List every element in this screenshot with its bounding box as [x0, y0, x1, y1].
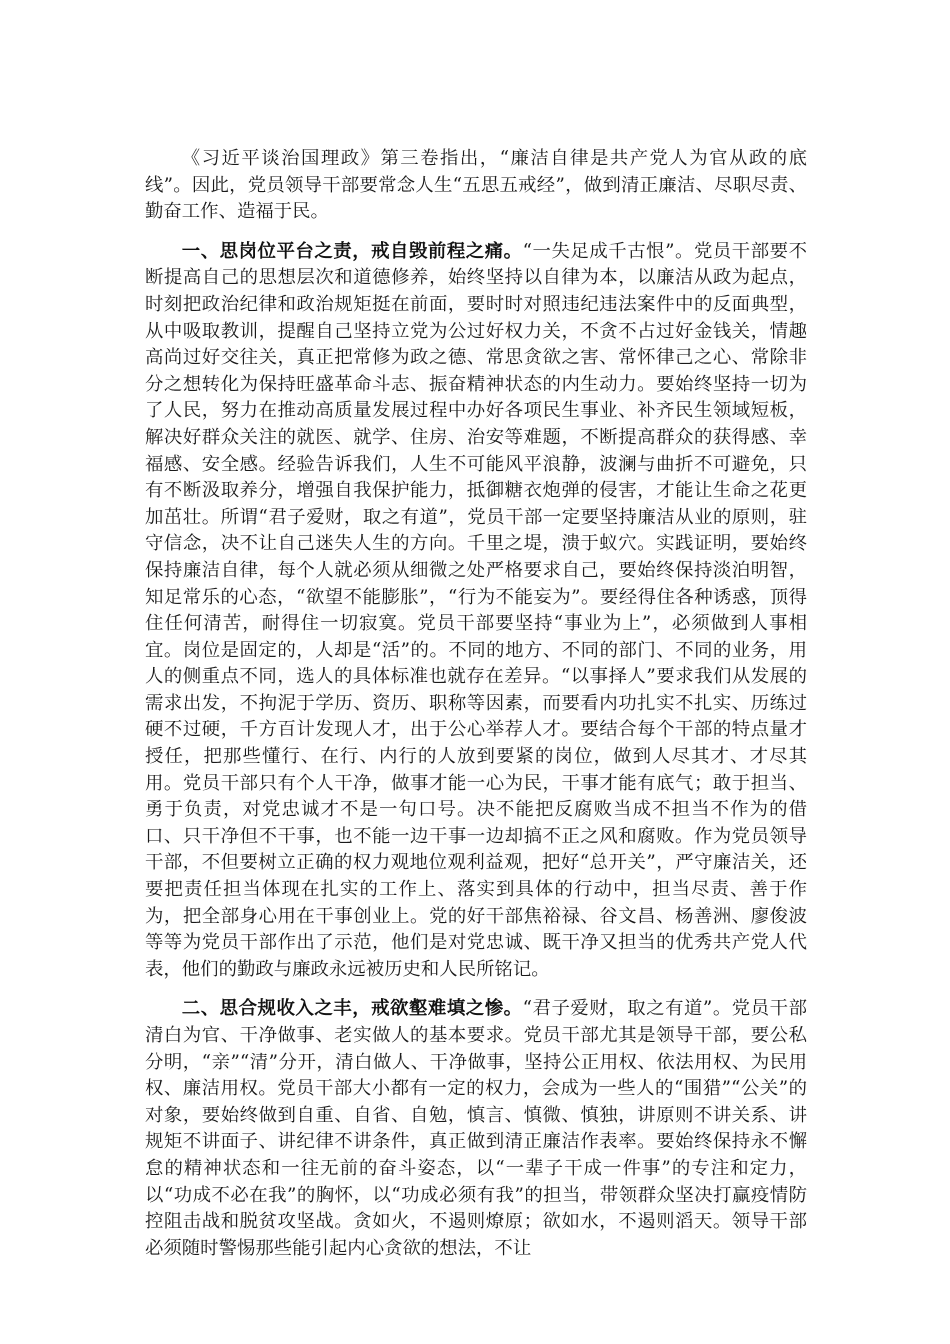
- section-2-paragraph: [145, 996, 807, 1262]
- section-2-heading: 二、思合规收入之丰，戒欲壑难填之惨。: [181, 998, 523, 1020]
- section-1-paragraph: [145, 239, 807, 984]
- section-1-body: “一失足成千古恨”。党员干部要不断提高自己的思想层次和道德修养，始终坚持以自律为本，以廉洁从政为起点，时刻把政治纪律和政治规矩挺在前面，要时时对照违纪违法案件中的反面典型，从中吸取教训，提醒自己坚持立党为公过好权力关，不贪不占过好金钱关，情趣高尚过好交往关，真正把常修为政之德、常思贪欲之害、常怀律己之心、常除非分之想转化为保持旺盛革命斗志、振奋精神状态的内生动力。要始终坚持一切为了人民，努力在推动高质量发展过程中办好各项民生事业、补齐民生领域短板，解决好群众关注的就医、就学、住房、治安等难题，不断提高群众的获得感、幸福感、安全感。经验告诉我们，人生不可能风平浪静，波澜与曲折不可避免，只有不断汲取养分，增强自我保护能力，抵御糖衣炮弹的侵害，才能让生命之花更加茁壮。所谓“君子爱财，取之有道”，党员干部一定要坚持廉洁从业的原则，驻守信念，决不让自己迷失人生的方向。千里之堤，溃于蚁穴。实践证明，要始终保持廉洁自律，每个人就必须从细微之处严格要求自己，要始终保持淡泊明智，知足常乐的心态，“欲望不能膨胀”，“行为不能妄为”。要经得住各种诱惑，顶得住任何清苦，耐得住一切寂寞。党员干部要坚持“事业为上”，必须做到人事相宜。岗位是固定的，人却是“活”的。不同的地方、不同的部门、不同的业务，用人的侧重点不同，选人的具体标准也就存在差异。“以事择人”要求我们从发展的需求出发，不拘泥于学历、资历、职称等因素，而要看内功扎实不扎实、历练过硬不过硬，千方百计发现人才，出于公心举荐人才。要结合每个干部的特点量才授任，把那些懂行、在行、内行的人放到要紧的岗位，做到人尽其才、才尽其用。党员干部只有个人干净，做事才能一心为民，干事才能有底气；敢于担当、勇于负责，对党忠诚才不是一句口号。决不能把反腐败当成不担当不作为的借口、只干净但不干事，也不能一边干事一边却搞不正之风和腐败。作为党员领导干部，不但要树立正确的权力观地位观利益观，把好“总开关”，严守廉洁关，还要把责任担当体现在扎实的工作上、落实到具体的行动中，担当尽责、善于作为，把全部身心用在干事创业上。党的好干部焦裕禄、谷文昌、杨善洲、廖俊波等等为党员干部作出了示范，他们是对党忠诚、既干净又担当的优秀共产党人代表，他们的勤政与廉政永远被历史和人民所铭记。: [145, 240, 807, 980]
- document-page: [145, 146, 807, 1275]
- section-2-body: “君子爱财，取之有道”。党员干部清白为官、干净做事、老实做人的基本要求。党员干部尤其是领导干部，要公私分明，“亲”“清”分开，清白做人、干净做事，坚持公正用权、依法用权、为民用权、廉洁用权。党员干部大小都有一定的权力，会成为一些人的“围猎”“公关”的对象，要始终做到自重、自省、自勉，慎言、慎微、慎独，讲原则不讲关系、讲规矩不讲面子、讲纪律不讲条件，真正做到清正廉洁作表率。要始终保持永不懈怠的精神状态和一往无前的奋斗姿态，以“一辈子干成一件事”的专注和定力，以“功成不必在我”的胸怀，以“功成必须有我”的担当，带领群众坚决打赢疫情防控阻击战和脱贫攻坚战。贪如火，不遏则燎原；欲如水，不遏则滔天。领导干部必须随时警惕那些能引起内心贪欲的想法，不让: [145, 998, 807, 1259]
- intro-paragraph: 《习近平谈治国理政》第三卷指出，“廉洁自律是共产党人为官从政的底线”。因此，党员领导干部要常念人生“五思五戒经”，做到清正廉洁、尽职尽责、勤奋工作、造福于民。: [145, 148, 807, 223]
- section-1-heading: 一、思岗位平台之责，戒自毁前程之痛。: [181, 240, 523, 262]
